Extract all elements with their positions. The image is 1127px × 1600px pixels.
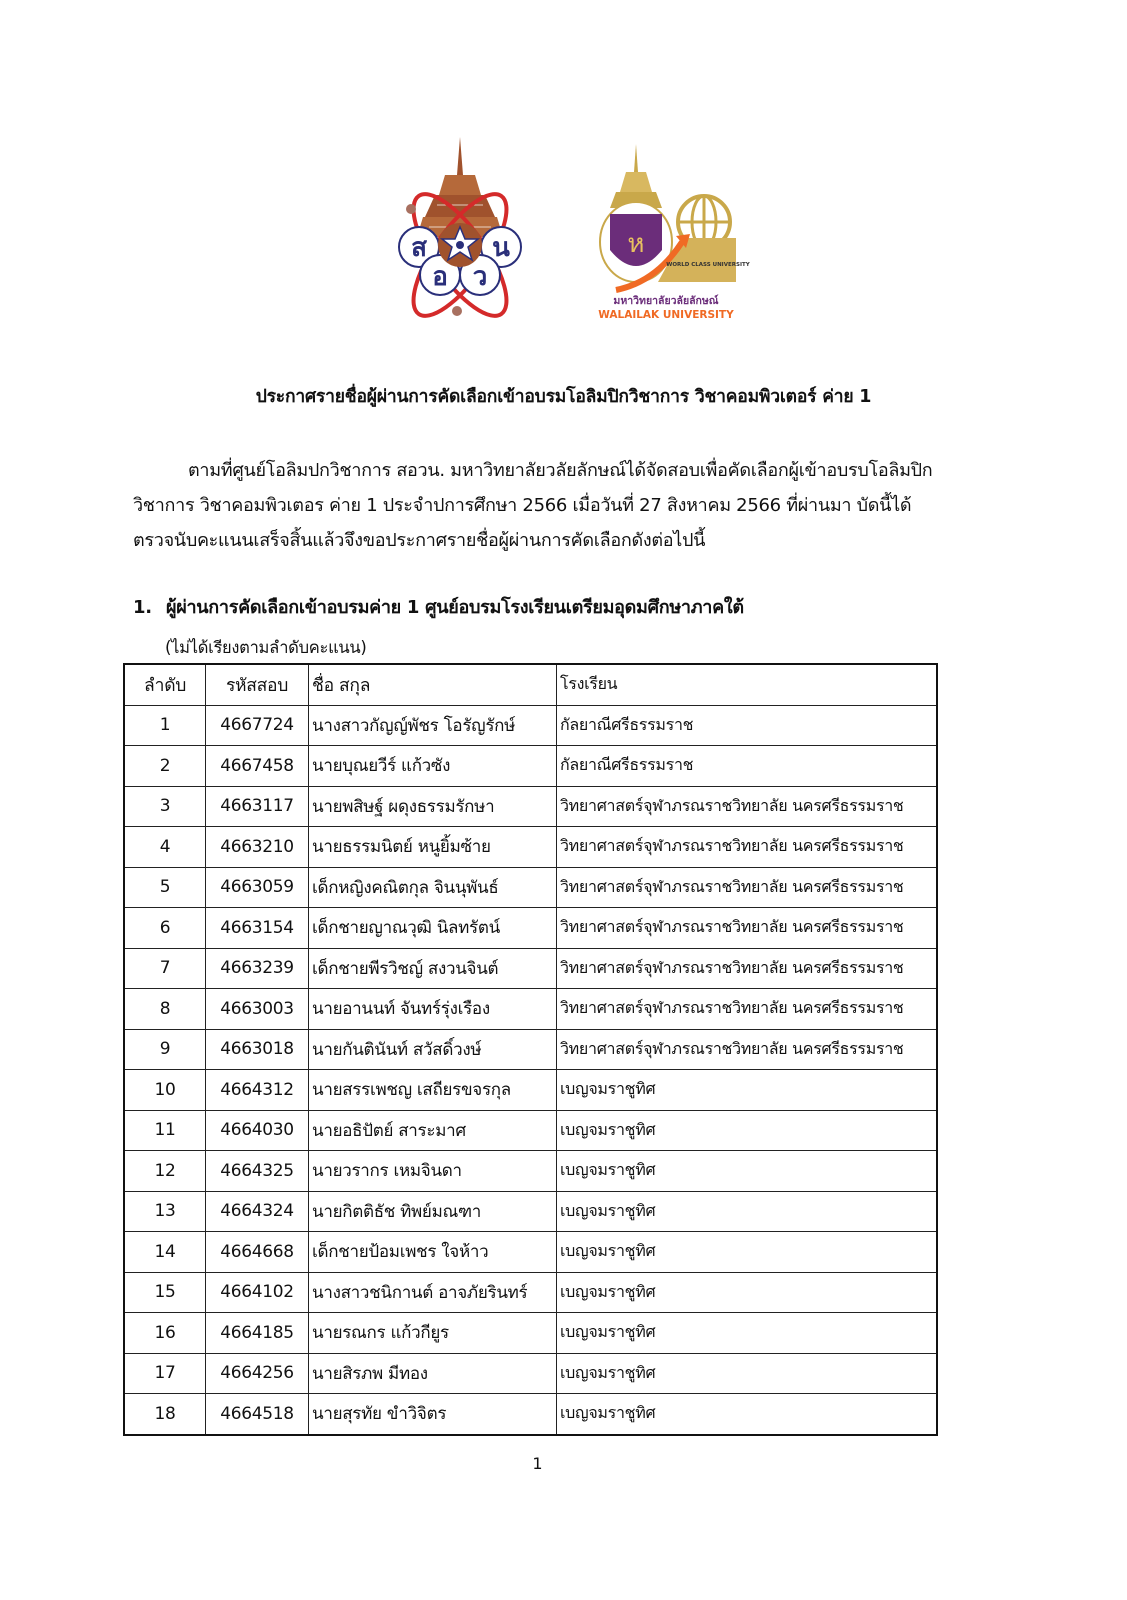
table-row xyxy=(124,1191,937,1232)
exam-id: 4663239 xyxy=(206,948,309,989)
exam-id: 4667458 xyxy=(206,746,309,787)
exam-id: 4664668 xyxy=(206,1232,309,1273)
table-row xyxy=(124,1272,937,1313)
table-row xyxy=(124,1313,937,1354)
student-name: นายสุรทัย ขำวิจิตร xyxy=(309,1394,557,1435)
table-row xyxy=(124,908,937,949)
student-name: นายวรากร เหมจินดา xyxy=(309,1151,557,1192)
table-row xyxy=(124,1029,937,1070)
school-name: กัลยาณีศรีธรรมราช xyxy=(557,746,938,787)
section-title: ผู้ผ่านการคัดเลือกเข้าอบรมค่าย 1 ศูนย์อบรมโรงเรียนเตรียมอุดมศึกษาภาคใต้ xyxy=(166,597,744,618)
svg-text:ห: ห xyxy=(627,229,645,259)
school-name: เบญจมราชูทิศ xyxy=(557,1110,938,1151)
university-name-en: WALAILAK UNIVERSITY xyxy=(598,309,734,321)
table-row xyxy=(124,1110,937,1151)
header-no: ลำดับ xyxy=(124,664,206,705)
school-name: เบญจมราชูทิศ xyxy=(557,1313,938,1354)
table-row xyxy=(124,867,937,908)
table-row xyxy=(124,989,937,1030)
results-table xyxy=(123,663,938,1436)
student-name: นางสาวกัญญ์พัชร โอรัญรักษ์ xyxy=(309,705,557,746)
posn-letter: น xyxy=(492,233,510,263)
exam-id: 4664518 xyxy=(206,1394,309,1435)
row-number: 18 xyxy=(124,1394,206,1435)
page-title: ประกาศรายชื่อผู้ผ่านการคัดเลือกเข้าอบรมโอลิมปิกวิชาการ วิชาคอมพิวเตอร์ ค่าย 1 xyxy=(255,387,872,407)
student-name: นายกิตติธัช ทิพย์มณฑา xyxy=(309,1191,557,1232)
row-number: 9 xyxy=(124,1029,206,1070)
exam-id: 4663003 xyxy=(206,989,309,1030)
exam-id: 4663210 xyxy=(206,827,309,868)
exam-id: 4663018 xyxy=(206,1029,309,1070)
school-name: เบญจมราชูทิศ xyxy=(557,1151,938,1192)
header-name: ชื่อ สกุล xyxy=(309,664,557,705)
header-school: โรงเรียน xyxy=(557,664,938,705)
order-note: (ไม่ได้เรียงตามลำดับคะแนน) xyxy=(165,638,367,657)
student-name: นายอธิปัตย์ สาระมาศ xyxy=(309,1110,557,1151)
table-header-row xyxy=(124,664,937,705)
exam-id: 4663059 xyxy=(206,867,309,908)
row-number: 16 xyxy=(124,1313,206,1354)
row-number: 14 xyxy=(124,1232,206,1273)
student-name: นายบุณยวีร์ แก้วซัง xyxy=(309,746,557,787)
exam-id: 4664312 xyxy=(206,1070,309,1111)
school-name: วิทยาศาสตร์จุฬาภรณราชวิทยาลัย นครศรีธรรมราช xyxy=(557,908,938,949)
table-row xyxy=(124,948,937,989)
school-name: เบญจมราชูทิศ xyxy=(557,1191,938,1232)
table-row xyxy=(124,1394,937,1435)
intro-paragraph: ตามที่ศูนย์โอลิมปกวิชาการ สอวน. มหาวิทยาลัยวลัยลักษณ์ได้จัดสอบเพื่อคัดเลือกผู้เข้าอบรบโอลิมปิกวิชาการ วิชาคอมพิวเตอร ค่าย 1 ประจำปการศึกษา 2566 เมื่อวันที่ 27 สิงหาคม 2566 ที่ผ่านมา บัดนี้ได้ตรวจนับคะแนนเสร็จสิ้นแล้วจึงขอประกาศรายชื่อผู้ผ่านการคัดเลือกดังต่อไปนี้ xyxy=(133,460,933,551)
school-name: วิทยาศาสตร์จุฬาภรณราชวิทยาลัย นครศรีธรรมราช xyxy=(557,1029,938,1070)
row-number: 3 xyxy=(124,786,206,827)
exam-id: 4664030 xyxy=(206,1110,309,1151)
student-name: นายธรรมนิตย์ หนูยิ้มซ้าย xyxy=(309,827,557,868)
exam-id: 4664256 xyxy=(206,1353,309,1394)
posn-logo xyxy=(385,135,535,320)
row-number: 13 xyxy=(124,1191,206,1232)
table-row xyxy=(124,1151,937,1192)
school-name: วิทยาศาสตร์จุฬาภรณราชวิทยาลัย นครศรีธรรมราช xyxy=(557,827,938,868)
row-number: 2 xyxy=(124,746,206,787)
section-heading xyxy=(133,592,744,621)
row-number: 1 xyxy=(124,705,206,746)
row-number: 5 xyxy=(124,867,206,908)
school-name: วิทยาศาสตร์จุฬาภรณราชวิทยาลัย นครศรีธรรมราช xyxy=(557,948,938,989)
school-name: วิทยาศาสตร์จุฬาภรณราชวิทยาลัย นครศรีธรรมราช xyxy=(557,786,938,827)
student-name: นายอานนท์ จันทร์รุ่งเรือง xyxy=(309,989,557,1030)
school-name: วิทยาศาสตร์จุฬาภรณราชวิทยาลัย นครศรีธรรมราช xyxy=(557,989,938,1030)
table-row xyxy=(124,827,937,868)
school-name: เบญจมราชูทิศ xyxy=(557,1353,938,1394)
student-name: เด็กชายญาณวุฒิ นิลทรัตน์ xyxy=(309,908,557,949)
table-row xyxy=(124,746,937,787)
student-name: นายสรรเพชญ เสถียรขจรกุล xyxy=(309,1070,557,1111)
posn-letter: อ xyxy=(432,262,448,292)
exam-id: 4664324 xyxy=(206,1191,309,1232)
student-name: นายสิรภพ มีทอง xyxy=(309,1353,557,1394)
school-name: เบญจมราชูทิศ xyxy=(557,1272,938,1313)
row-number: 17 xyxy=(124,1353,206,1394)
exam-id: 4667724 xyxy=(206,705,309,746)
row-number: 15 xyxy=(124,1272,206,1313)
school-name: วิทยาศาสตร์จุฬาภรณราชวิทยาลัย นครศรีธรรมราช xyxy=(557,867,938,908)
posn-emblem-icon xyxy=(385,135,535,320)
posn-letter: ส xyxy=(411,233,427,263)
header-id: รหัสสอบ xyxy=(206,664,309,705)
walailak-emblem-icon xyxy=(596,142,750,324)
exam-id: 4664102 xyxy=(206,1272,309,1313)
student-name: เด็กชายป้อมเพชร ใจห้าว xyxy=(309,1232,557,1273)
exam-id: 4664325 xyxy=(206,1151,309,1192)
walailak-logo xyxy=(596,142,750,324)
school-name: กัลยาณีศรีธรรมราช xyxy=(557,705,938,746)
university-name-th: มหาวิทยาลัยวลัยลักษณ์ xyxy=(613,295,719,307)
posn-letter: ว xyxy=(472,262,488,292)
table-row xyxy=(124,705,937,746)
row-number: 11 xyxy=(124,1110,206,1151)
section-number: 1. xyxy=(133,597,152,618)
student-name: นายรณกร แก้วกียูร xyxy=(309,1313,557,1354)
school-name: เบญจมราชูทิศ xyxy=(557,1394,938,1435)
table-row xyxy=(124,786,937,827)
student-name: นายพสิษฐ์ ผดุงธรรมรักษา xyxy=(309,786,557,827)
row-number: 4 xyxy=(124,827,206,868)
student-name: นางสาวชนิกานต์ อาจภัยรินทร์ xyxy=(309,1272,557,1313)
school-name: เบญจมราชูทิศ xyxy=(557,1070,938,1111)
exam-id: 4663117 xyxy=(206,786,309,827)
row-number: 12 xyxy=(124,1151,206,1192)
world-class-badge: WORLD CLASS UNIVERSITY xyxy=(666,262,750,268)
row-number: 10 xyxy=(124,1070,206,1111)
row-number: 7 xyxy=(124,948,206,989)
row-number: 6 xyxy=(124,908,206,949)
table-row xyxy=(124,1353,937,1394)
exam-id: 4664185 xyxy=(206,1313,309,1354)
student-name: เด็กชายพีรวิชญ์ สงวนจินต์ xyxy=(309,948,557,989)
page-number: 1 xyxy=(532,1454,543,1473)
exam-id: 4663154 xyxy=(206,908,309,949)
student-name: เด็กหญิงคณิตกุล จินนุพันธ์ xyxy=(309,867,557,908)
row-number: 8 xyxy=(124,989,206,1030)
student-name: นายกันตินันท์ สวัสดิ์วงษ์ xyxy=(309,1029,557,1070)
table-row xyxy=(124,1070,937,1111)
school-name: เบญจมราชูทิศ xyxy=(557,1232,938,1273)
table-row xyxy=(124,1232,937,1273)
